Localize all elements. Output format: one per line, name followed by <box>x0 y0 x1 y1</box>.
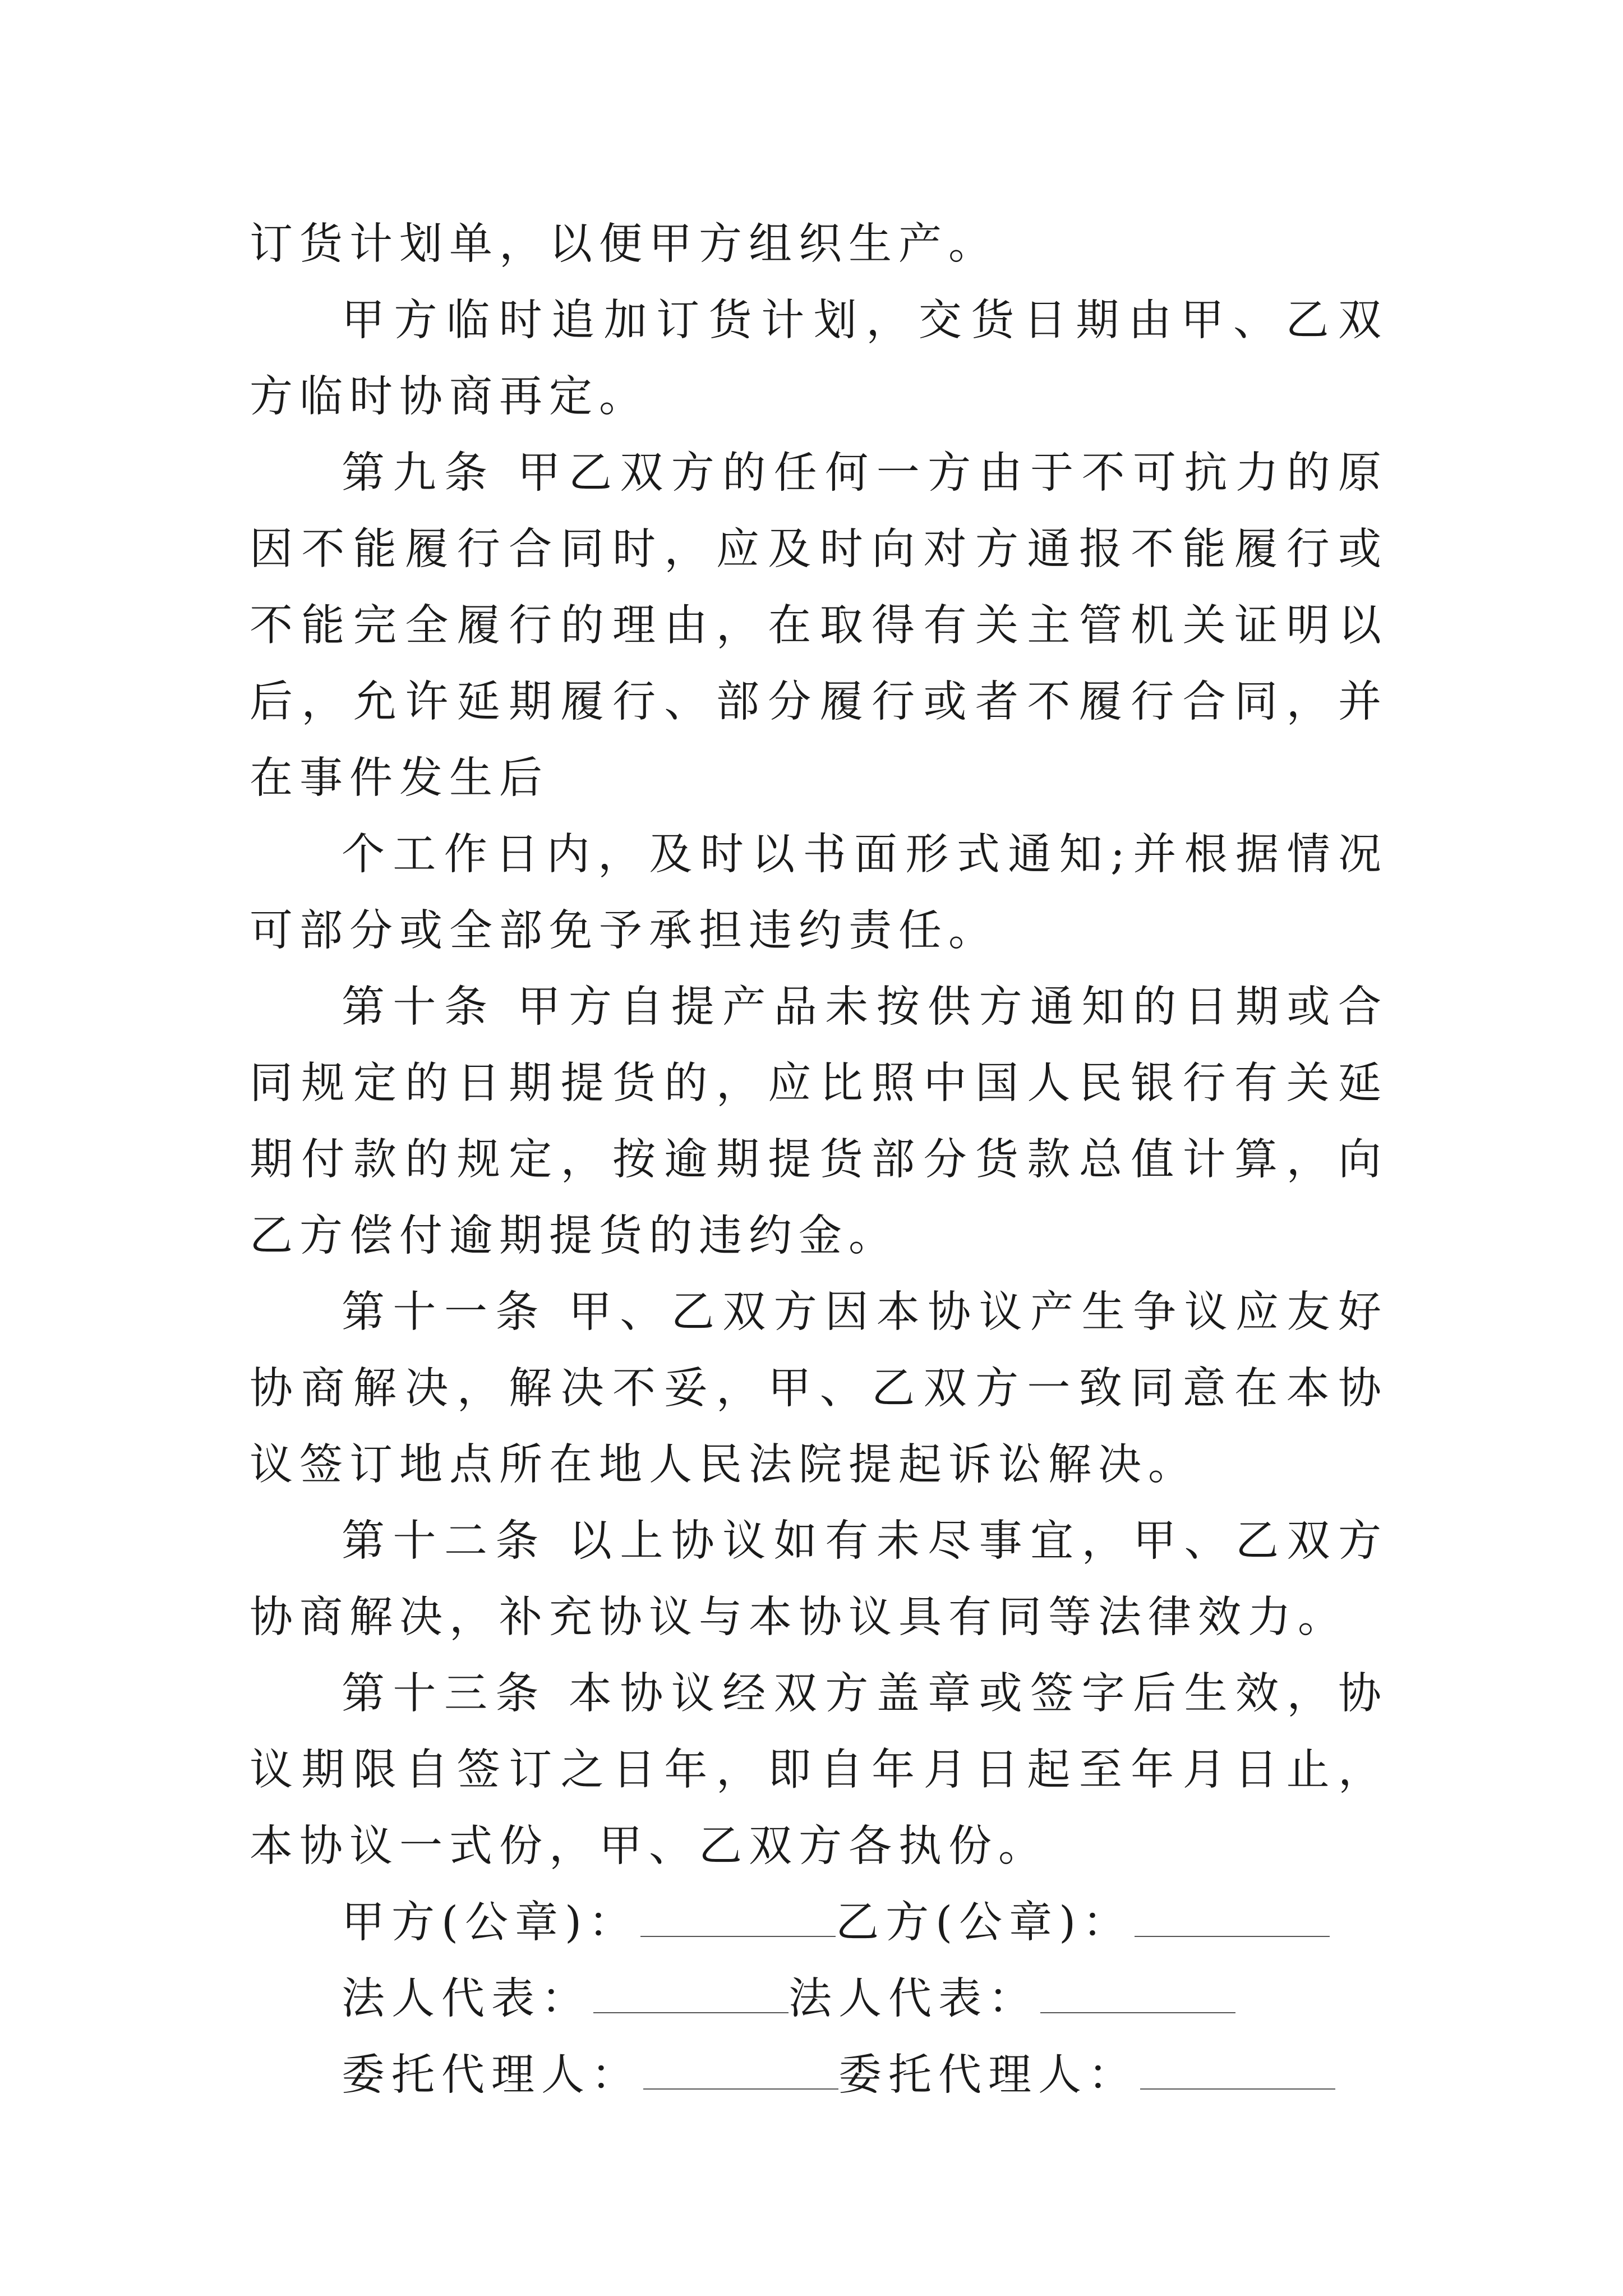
party-b-agent-blank <box>1140 2055 1335 2090</box>
party-b-legal-rep-label: 法人代表： <box>789 1974 1038 2024</box>
party-b-seal-blank <box>1135 1902 1330 1937</box>
signature-row-agent <box>250 2037 1388 2114</box>
party-b-legal-rep-blank <box>1040 1978 1235 2013</box>
signature-row-seal <box>250 1885 1388 1961</box>
party-a-agent-blank <box>643 2055 838 2090</box>
party-a-legal-rep-label: 法人代表： <box>342 1974 591 2024</box>
article-13: 第十三条 本协议经双方盖章或签字后生效，协议期限自签订之日年，即自年月日起至年月日止，本协议一式份，甲、乙双方各执份。 <box>250 1669 1388 1871</box>
article-12: 第十二条 以上协议如有未尽事宜，甲、乙双方协商解决，补充协议与本协议具有同等法律效力。 <box>250 1516 1388 1642</box>
contract-body <box>250 206 1388 2114</box>
party-a-seal-label: 甲方(公章)： <box>342 1898 639 1948</box>
article-11: 第十一条 甲、乙双方因本协议产生争议应友好协商解决，解决不妥，甲、乙双方一致同意在本协议签订地点所在地人民法院提起诉讼解决。 <box>250 1287 1388 1490</box>
article-10: 第十条 甲方自提产品未按供方通知的日期或合同规定的日期提货的，应比照中国人民银行有关延期付款的规定，按逾期提货部分货款总值计算，向乙方偿付逾期提货的违约金。 <box>250 982 1388 1261</box>
party-a-agent-label: 委托代理人： <box>342 2050 641 2100</box>
party-b-seal-label: 乙方(公章)： <box>836 1898 1133 1948</box>
signature-row-legal-rep <box>250 1961 1388 2037</box>
party-a-legal-rep-blank <box>593 1978 789 2013</box>
party-b-agent-label: 委托代理人： <box>838 2050 1138 2100</box>
article-9-continued: 个工作日内，及时以书面形式通知;并根据情况可部分或全部免予承担违约责任。 <box>250 830 1388 956</box>
paragraph-temporary-order: 甲方临时追加订货计划，交货日期由甲、乙双方临时协商再定。 <box>250 296 1388 422</box>
article-9: 第九条 甲乙双方的任何一方由于不可抗力的原因不能履行合同时，应及时向对方通报不能履行或不能完全履行的理由，在取得有关主管机关证明以后，允许延期履行、部分履行或者不履行合同，并在事件发生后 <box>250 448 1388 803</box>
paragraph-order-plan: 订货计划单，以便甲方组织生产。 <box>250 219 998 269</box>
party-a-seal-blank <box>640 1902 836 1937</box>
